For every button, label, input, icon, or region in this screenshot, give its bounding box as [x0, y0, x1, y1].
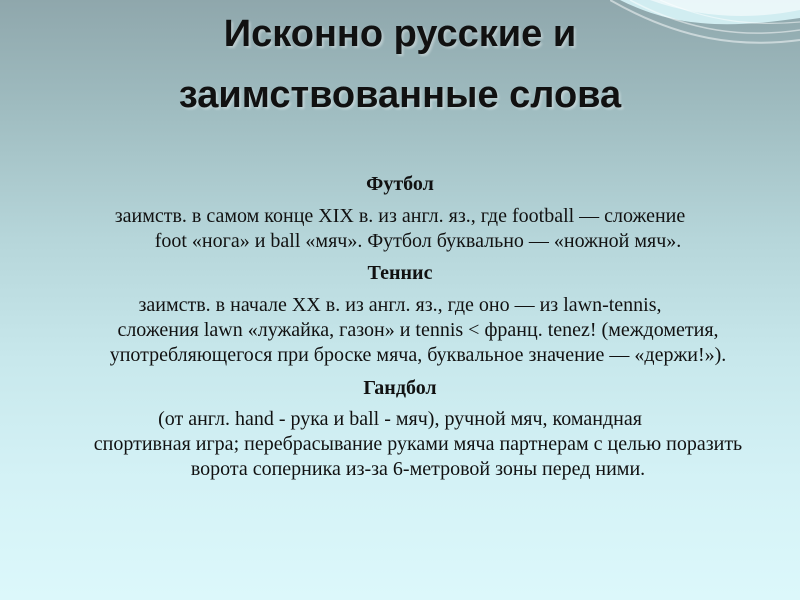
slide-body	[50, 172, 750, 490]
section-heading-tennis: Теннис	[367, 262, 433, 285]
section-text-tennis	[50, 293, 750, 367]
section-text-first-line: (от англ. hand - рука и ball - мяч), ручной мяч, командная	[158, 408, 642, 431]
section-text-first-line: заимств. в начале XX в. из англ. яз., где оно — из lawn-tennis,	[138, 294, 662, 317]
section-heading-handball: Гандбол	[363, 376, 437, 399]
section-heading-football: Футбол	[366, 173, 434, 195]
section-text-football	[50, 204, 750, 254]
section-text-rest: foot «нога» и ball «мяч». Футбол буквально — «ножной мяч».	[154, 229, 682, 252]
slide-title	[40, 4, 760, 126]
section-text-rest: сложения lawn «лужайка, газон» и tennis < франц. tenez! (междометия, употребляющегося при броске мяча, буквальное значение — «держи!»).	[109, 318, 727, 366]
title-line-2: заимствованные слова	[178, 73, 622, 116]
section-text-rest: спортивная игра; перебрасывание руками мяча партнерам с целью поразить ворота соперника из-за 6-метровой зоны перед ними.	[93, 433, 743, 480]
section-text-first-line: заимств. в самом конце XIX в. из англ. яз., где football — сложение	[114, 204, 686, 227]
section-text-handball	[50, 407, 750, 481]
title-line-1: Исконно русские и	[223, 13, 577, 55]
